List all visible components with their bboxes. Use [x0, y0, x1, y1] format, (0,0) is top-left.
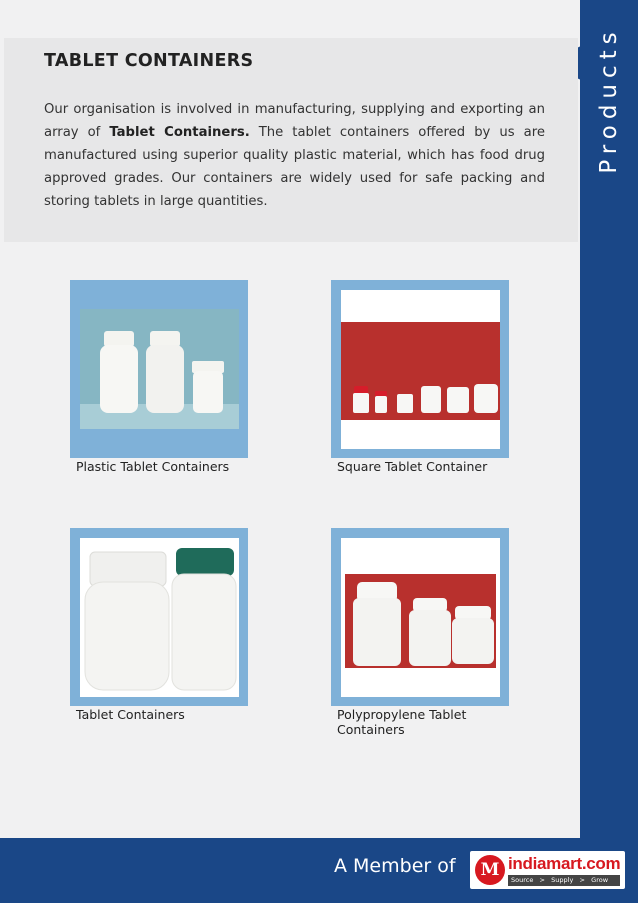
containers-image-icon: [341, 538, 500, 697]
product-caption: Plastic Tablet Containers: [76, 459, 230, 474]
intro-text-part1: Our organisation is involved in manufacturing, supplying and exporting an array of: [44, 102, 545, 140]
indiamart-logo-tagline: Source > Supply > Grow: [508, 875, 620, 886]
intro-text-bold: Tablet Containers.: [109, 125, 250, 140]
product-caption: Tablet Containers: [76, 707, 185, 722]
member-text: A Member of: [334, 855, 456, 877]
product-card-plastic-tablet-containers[interactable]: [70, 280, 248, 458]
product-caption: Square Tablet Container: [337, 459, 488, 474]
containers-image-icon: [341, 290, 500, 449]
intro-paragraph: [44, 98, 545, 213]
product-card-polypropylene-tablet-containers[interactable]: [331, 528, 509, 706]
product-photo: [80, 538, 239, 697]
indiamart-logo-mark-icon: M: [475, 855, 505, 885]
product-caption: Polypropylene Tablet Containers: [337, 707, 467, 737]
intro-text-part2: The tablet containers offered by us are manufactured using superior quality plastic material, which has food drug approved grades. Our containers are widely used for safe packing and storing tablets in large quantities.: [44, 125, 545, 209]
indiamart-logo-word: indiamart.com: [508, 854, 621, 873]
bottles-image-icon: [80, 538, 239, 697]
page-title: TABLET CONTAINERS: [44, 51, 254, 71]
product-card-tablet-containers[interactable]: [70, 528, 248, 706]
indiamart-logo[interactable]: [470, 851, 625, 889]
product-card-square-tablet-container[interactable]: [331, 280, 509, 458]
sidebar-label: Products: [596, 26, 622, 174]
product-photo: [341, 290, 500, 449]
product-photo: [341, 538, 500, 697]
product-photo: [80, 309, 239, 429]
bottles-image-icon: [80, 309, 239, 429]
